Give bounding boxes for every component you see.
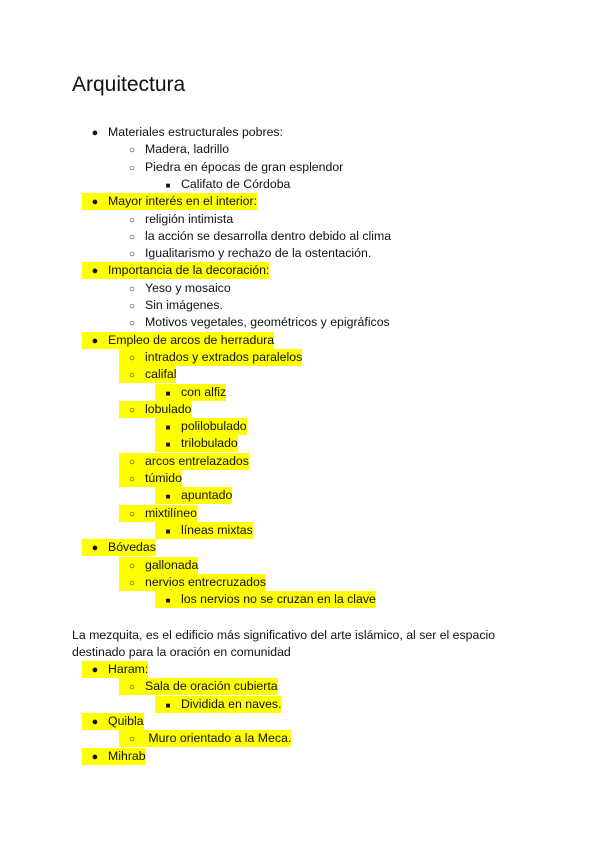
list-item-text: Bóvedas	[108, 540, 156, 555]
list-item	[0, 470, 600, 487]
list-item	[0, 314, 600, 331]
list-item	[0, 124, 600, 141]
circle-bullet-icon: ○	[128, 301, 136, 312]
page-title: Arquitectura	[72, 73, 186, 96]
circle-bullet-icon: ○	[128, 231, 136, 243]
list-item-text: Sala de oración cubierta	[145, 679, 278, 694]
list-item	[0, 349, 600, 366]
list-item-text: Muro orientado a la Meca.	[145, 731, 292, 746]
list-item	[0, 453, 600, 470]
list-item-text: Sin imágenes.	[145, 298, 223, 312]
list-item	[0, 211, 600, 228]
list-item	[0, 159, 600, 176]
disc-bullet-icon: ●	[91, 542, 99, 555]
list-item	[0, 487, 600, 504]
list-item-text: Motivos vegetales, geométricos y epigráficos	[145, 315, 390, 330]
list-item	[0, 539, 600, 556]
circle-bullet-icon: ○	[128, 249, 136, 261]
disc-bullet-icon: ●	[91, 334, 99, 347]
list-item-text: apuntado	[181, 488, 233, 503]
list-item	[0, 661, 600, 678]
square-bullet-icon: ■	[165, 596, 171, 606]
list-item	[0, 262, 600, 279]
list-item-text: Dividida en naves.	[181, 696, 282, 711]
list-item-text: líneas mixtas	[181, 522, 253, 537]
list-item-text: Madera, ladrillo	[145, 142, 230, 157]
list-item	[0, 280, 600, 297]
list-item-text: lobulado	[145, 401, 192, 416]
circle-bullet-icon: ○	[128, 508, 136, 520]
list-item	[0, 401, 600, 418]
list-item-text: religión intimista	[145, 211, 234, 226]
list-item-text: polilobulado	[181, 419, 247, 434]
paragraph-line-2: destinado para la oración en comunidad	[72, 645, 291, 659]
circle-bullet-icon: ○	[128, 577, 136, 589]
list-item-text: túmido	[145, 471, 182, 485]
disc-bullet-icon: ●	[91, 127, 99, 139]
square-bullet-icon: ■	[165, 700, 171, 710]
list-item-text: nervios entrecruzados	[145, 574, 266, 589]
list-item	[0, 678, 600, 695]
list-item	[0, 730, 600, 747]
list-item	[0, 591, 600, 608]
disc-bullet-icon: ●	[91, 750, 99, 763]
list-item-text: intrados y extrados paralelos	[145, 349, 303, 364]
list-item-text: Mihrab	[108, 748, 146, 763]
circle-bullet-icon: ○	[128, 404, 136, 416]
list-item-text: Importancia de la decoración:	[108, 263, 270, 278]
list-item	[0, 574, 600, 591]
disc-bullet-icon: ●	[91, 196, 99, 209]
circle-bullet-icon: ○	[128, 318, 136, 330]
list-item	[0, 193, 600, 210]
list-item-text: califal	[145, 367, 177, 382]
list-item	[0, 228, 600, 245]
circle-bullet-icon: ○	[128, 370, 136, 382]
circle-bullet-icon: ○	[128, 560, 136, 572]
list-item-text: los nervios no se cruzan en la clave	[181, 592, 376, 607]
list-item	[0, 557, 600, 574]
circle-bullet-icon: ○	[128, 474, 136, 485]
list-item	[0, 332, 600, 349]
list-item	[0, 696, 600, 713]
list-item	[0, 418, 600, 435]
list-item-text: Quibla	[108, 713, 144, 728]
circle-bullet-icon: ○	[128, 456, 136, 468]
list-item	[0, 384, 600, 401]
circle-bullet-icon: ○	[128, 283, 136, 295]
square-bullet-icon: ■	[165, 492, 171, 502]
circle-bullet-icon: ○	[128, 162, 136, 174]
circle-bullet-icon: ○	[128, 214, 136, 226]
list-item-text: Piedra en épocas de gran esplendor	[145, 159, 344, 174]
list-item	[0, 245, 600, 262]
list-item	[0, 435, 600, 452]
list-item	[0, 748, 600, 765]
circle-bullet-icon: ○	[128, 145, 136, 157]
list-item-text: Igualitarismo y rechazo de la ostentación.	[145, 246, 372, 261]
list-item-text: arcos entrelazados	[145, 453, 249, 468]
paragraph-line-1: La mezquita, es el edificio más significativo del arte islámico, al ser el espacio	[72, 628, 496, 642]
square-bullet-icon: ■	[165, 180, 171, 190]
square-bullet-icon: ■	[165, 440, 171, 450]
list-item-text: Califato de Córdoba	[181, 176, 291, 191]
disc-bullet-icon: ●	[91, 715, 99, 728]
list-item-text: Yeso y mosaico	[145, 280, 231, 295]
square-bullet-icon: ■	[165, 388, 171, 398]
circle-bullet-icon: ○	[128, 734, 136, 746]
list-item	[0, 297, 600, 314]
square-bullet-icon: ■	[165, 423, 171, 433]
list-item-text: gallonada	[145, 557, 199, 572]
disc-bullet-icon: ●	[91, 664, 99, 676]
list-item-text: con alfiz	[181, 384, 227, 399]
list-item-text: Materiales estructurales pobres:	[108, 125, 283, 139]
square-bullet-icon: ■	[165, 526, 171, 536]
list-item	[0, 505, 600, 522]
list-item	[0, 713, 600, 730]
list-item-text: la acción se desarrolla dentro debido al clima	[145, 228, 392, 243]
list-item-text: Mayor interés en el interior:	[108, 194, 257, 209]
list-item-text: mixtilíneo	[145, 505, 197, 520]
list-item	[0, 522, 600, 539]
list-item-text: Haram:	[108, 662, 149, 676]
circle-bullet-icon: ○	[128, 682, 136, 694]
list-item-text: trilobulado	[181, 436, 238, 451]
circle-bullet-icon: ○	[128, 352, 136, 364]
disc-bullet-icon: ●	[91, 265, 99, 278]
list-item-text: Empleo de arcos de herradura	[108, 332, 275, 347]
list-item	[0, 366, 600, 383]
list-item	[0, 176, 600, 193]
list-item	[0, 141, 600, 158]
